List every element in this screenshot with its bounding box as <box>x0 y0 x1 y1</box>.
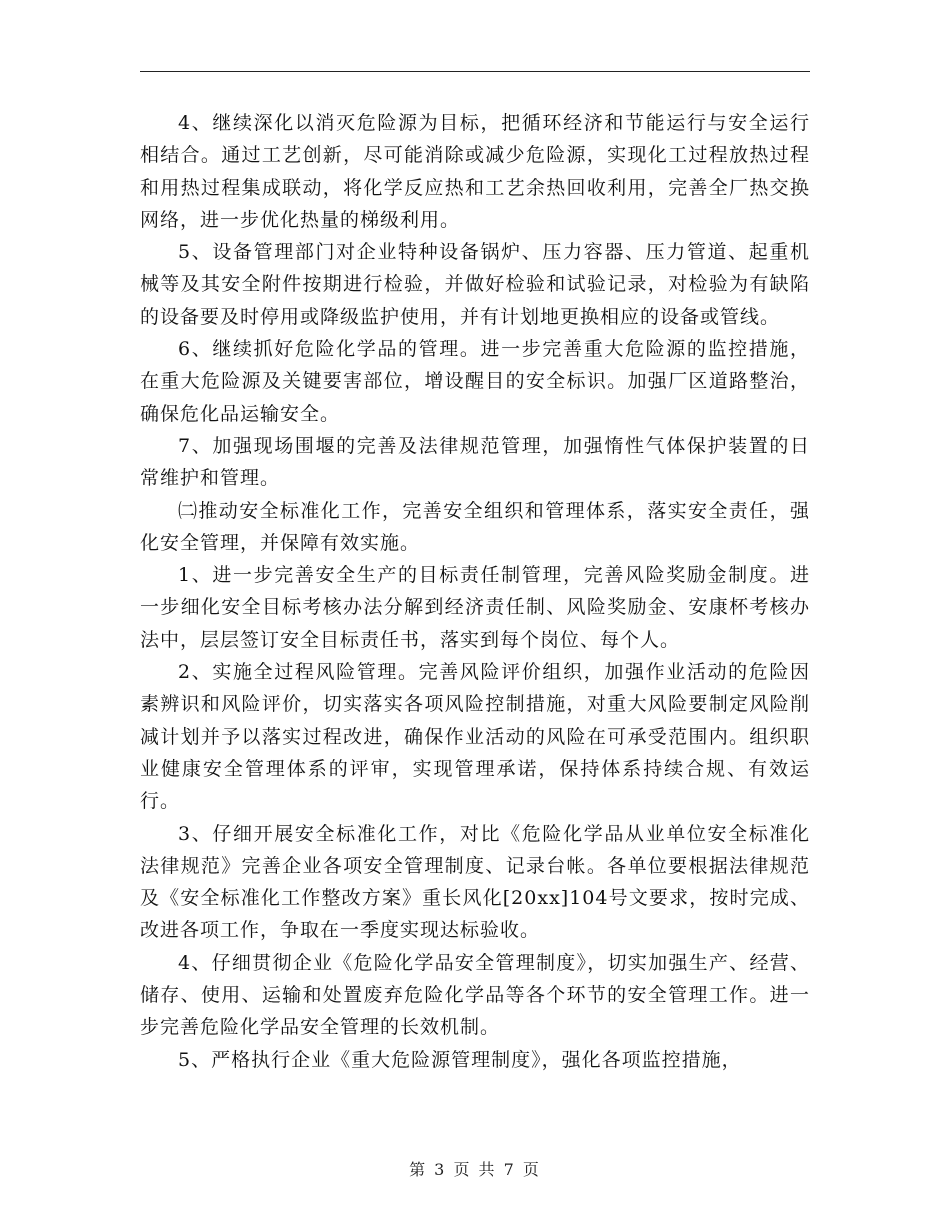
paragraph-item-4-chemical-rules: 4、仔细贯彻企业《危险化学品安全管理制度》，切实加强生产、经营、储存、使用、运输和处置废弃危险化学品等各个环节的安全管理工作。进一步完善危险化学品安全管理的长效机制。 <box>140 951 810 1039</box>
header-rule <box>140 71 810 72</box>
paragraph-item-4-heat: 4、继续深化以消灭危险源为目标，把循环经济和节能运行与安全运行相结合。通过工艺创新，尽可能消除或减少危险源，实现化工过程放热过程和用热过程集成联动，将化学反应热和工艺余热回收利用，完善全厂热交换网络，进一步优化热量的梯级利用。 <box>140 112 810 231</box>
paragraph-item-7-cofferdam: 7、加强现场围堰的完善及法律规范管理，加强惰性气体保护装置的日常维护和管理。 <box>140 434 810 490</box>
paragraph-item-5-equipment: 5、设备管理部门对企业特种设备锅炉、压力容器、压力管道、起重机械等及其安全附件按期进行检验，并做好检验和试验记录，对检验为有缺陷的设备要及时停用或降级监护使用，并有计划地更换相应的设备或管线。 <box>140 241 810 328</box>
page-number-footer: 第 3 页 共 7 页 <box>409 1160 541 1179</box>
paragraph-item-2-risk-management: 2、实施全过程风险管理。完善风险评价组织，加强作业活动的危险因素辨识和风险评价，切实落实各项风险控制措施，对重大风险要制定风险削减计划并予以落实过程改进，确保作业活动的风险在可承受范围内。组织职业健康安全管理体系的评审，实现管理承诺，保持体系持续合规、有效运行。 <box>140 661 810 813</box>
paragraph-section-2-heading: ㈡推动安全标准化工作，完善安全组织和管理体系，落实安全责任，强化安全管理，并保障有效实施。 <box>140 499 810 554</box>
paragraph-item-5-major-hazards: 5、严格执行企业《重大危险源管理制度》，强化各项监控措施， <box>178 1048 742 1071</box>
paragraph-item-3-standardization: 3、仔细开展安全标准化工作，对比《危险化学品从业单位安全标准化法律规范》完善企业各项安全管理制度、记录台帐。各单位要根据法律规范及《安全标准化工作整改方案》重长风化[20xx]104号文要求，按时完成、改进各项工作，争取在一季度实现达标验收。 <box>140 822 810 942</box>
document-body <box>140 107 810 1076</box>
paragraph-item-6-hazardous-chemicals: 6、继续抓好危险化学品的管理。进一步完善重大危险源的监控措施，在重大危险源及关键要害部位，增设醒目的安全标识。加强厂区道路整治，确保危化品运输安全。 <box>140 338 810 425</box>
paragraph-item-1-responsibility: 1、进一步完善安全生产的目标责任制管理，完善风险奖励金制度。进一步细化安全目标考核办法分解到经济责任制、风险奖励金、安康杯考核办法中，层层签订安全目标责任书，落实到每个岗位、每个人。 <box>140 564 810 651</box>
